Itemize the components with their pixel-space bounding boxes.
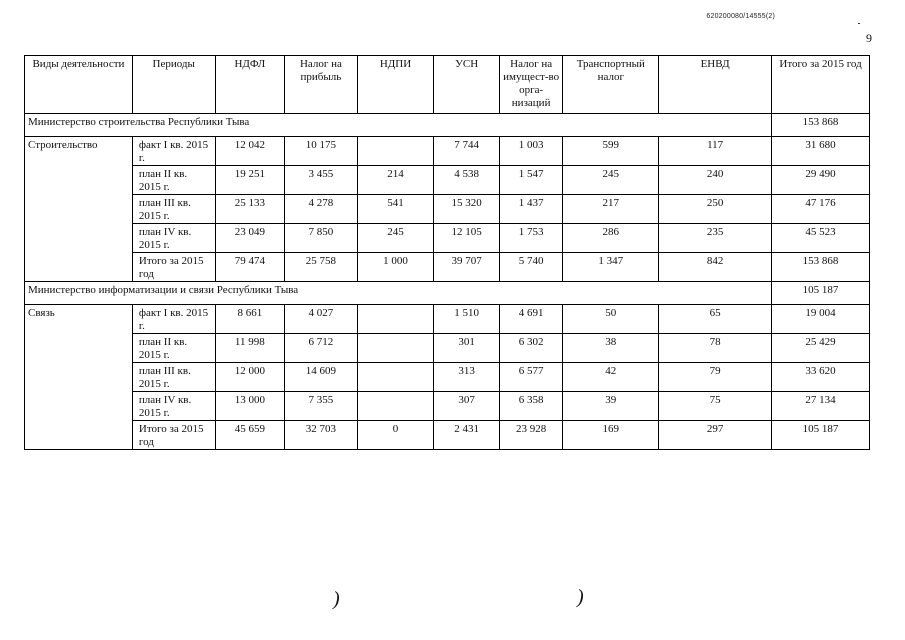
value-cell: 6 302 (499, 334, 563, 363)
value-cell: 117 (659, 137, 772, 166)
handwritten-mark-2: ) (577, 586, 584, 608)
value-cell: 0 (357, 421, 434, 450)
value-cell: 10 175 (285, 137, 358, 166)
value-cell: 541 (357, 195, 434, 224)
table-row (25, 334, 870, 363)
scan-dot (858, 23, 860, 24)
value-cell (357, 334, 434, 363)
ministry-total: 105 187 (772, 282, 870, 305)
period-cell: план IV кв. 2015 г. (132, 392, 215, 421)
header-ndfl: НДФЛ (215, 56, 285, 114)
value-cell: 25 758 (285, 253, 358, 282)
value-cell: 32 703 (285, 421, 358, 450)
tax-table (24, 55, 870, 450)
value-cell: 47 176 (772, 195, 870, 224)
value-cell (357, 305, 434, 334)
document-id: 620200080/14555(2) (706, 13, 775, 20)
value-cell: 245 (563, 166, 659, 195)
value-cell: 29 490 (772, 166, 870, 195)
value-cell (357, 137, 434, 166)
value-cell: 31 680 (772, 137, 870, 166)
header-ndpi: НДПИ (357, 56, 434, 114)
value-cell: 42 (563, 363, 659, 392)
value-cell: 245 (357, 224, 434, 253)
table-row (25, 224, 870, 253)
value-cell: 65 (659, 305, 772, 334)
value-cell: 7 850 (285, 224, 358, 253)
header-envd: ЕНВД (659, 56, 772, 114)
value-cell: 7 744 (434, 137, 500, 166)
value-cell: 11 998 (215, 334, 285, 363)
period-cell: план II кв. 2015 г. (132, 166, 215, 195)
table-row (25, 253, 870, 282)
page-number: 9 (866, 31, 872, 45)
value-cell: 39 (563, 392, 659, 421)
value-cell: 19 004 (772, 305, 870, 334)
value-cell: 75 (659, 392, 772, 421)
value-cell: 19 251 (215, 166, 285, 195)
period-cell: план II кв. 2015 г. (132, 334, 215, 363)
table-row (25, 137, 870, 166)
value-cell: 14 609 (285, 363, 358, 392)
value-cell: 79 (659, 363, 772, 392)
period-cell: Итого за 2015 год (132, 253, 215, 282)
value-cell: 27 134 (772, 392, 870, 421)
value-cell: 153 868 (772, 253, 870, 282)
period-cell: факт I кв. 2015 г. (132, 137, 215, 166)
value-cell: 214 (357, 166, 434, 195)
value-cell: 217 (563, 195, 659, 224)
value-cell: 250 (659, 195, 772, 224)
value-cell: 3 455 (285, 166, 358, 195)
value-cell: 45 523 (772, 224, 870, 253)
value-cell: 25 429 (772, 334, 870, 363)
value-cell: 6 577 (499, 363, 563, 392)
value-cell: 4 538 (434, 166, 500, 195)
value-cell: 33 620 (772, 363, 870, 392)
ministry-name: Министерство строительства Республики Тыва (25, 114, 772, 137)
value-cell: 7 355 (285, 392, 358, 421)
value-cell: 1 547 (499, 166, 563, 195)
value-cell: 240 (659, 166, 772, 195)
value-cell: 8 661 (215, 305, 285, 334)
value-cell: 12 042 (215, 137, 285, 166)
ministry-total: 153 868 (772, 114, 870, 137)
value-cell: 313 (434, 363, 500, 392)
value-cell: 105 187 (772, 421, 870, 450)
value-cell: 13 000 (215, 392, 285, 421)
value-cell: 50 (563, 305, 659, 334)
period-cell: Итого за 2015 год (132, 421, 215, 450)
value-cell: 169 (563, 421, 659, 450)
activity-name: Строительство (25, 137, 133, 282)
value-cell: 1 003 (499, 137, 563, 166)
ministry-row (25, 114, 870, 137)
value-cell: 286 (563, 224, 659, 253)
value-cell: 45 659 (215, 421, 285, 450)
value-cell: 297 (659, 421, 772, 450)
table-row (25, 392, 870, 421)
value-cell: 6 358 (499, 392, 563, 421)
value-cell: 301 (434, 334, 500, 363)
table-row (25, 195, 870, 224)
ministry-row (25, 282, 870, 305)
table-row (25, 421, 870, 450)
period-cell: план III кв. 2015 г. (132, 363, 215, 392)
value-cell: 1 000 (357, 253, 434, 282)
value-cell: 38 (563, 334, 659, 363)
header-property-tax: Налог на имущест-во орга-низаций (499, 56, 563, 114)
value-cell: 78 (659, 334, 772, 363)
value-cell: 842 (659, 253, 772, 282)
value-cell: 23 928 (499, 421, 563, 450)
header-total: Итого за 2015 год (772, 56, 870, 114)
value-cell: 599 (563, 137, 659, 166)
value-cell: 4 691 (499, 305, 563, 334)
period-cell: факт I кв. 2015 г. (132, 305, 215, 334)
value-cell: 235 (659, 224, 772, 253)
value-cell: 25 133 (215, 195, 285, 224)
value-cell: 15 320 (434, 195, 500, 224)
value-cell: 4 027 (285, 305, 358, 334)
value-cell: 1 753 (499, 224, 563, 253)
value-cell (357, 363, 434, 392)
value-cell: 12 105 (434, 224, 500, 253)
value-cell: 4 278 (285, 195, 358, 224)
handwritten-mark-1: ) (333, 588, 340, 610)
value-cell (357, 392, 434, 421)
table-row (25, 305, 870, 334)
value-cell: 1 347 (563, 253, 659, 282)
value-cell: 5 740 (499, 253, 563, 282)
period-cell: план IV кв. 2015 г. (132, 224, 215, 253)
header-row (25, 56, 870, 114)
value-cell: 2 431 (434, 421, 500, 450)
table-row (25, 166, 870, 195)
value-cell: 1 510 (434, 305, 500, 334)
header-usn: УСН (434, 56, 500, 114)
value-cell: 79 474 (215, 253, 285, 282)
value-cell: 23 049 (215, 224, 285, 253)
value-cell: 1 437 (499, 195, 563, 224)
table-row (25, 363, 870, 392)
value-cell: 6 712 (285, 334, 358, 363)
header-profit-tax: Налог на прибыль (285, 56, 358, 114)
value-cell: 307 (434, 392, 500, 421)
period-cell: план III кв. 2015 г. (132, 195, 215, 224)
activity-name: Связь (25, 305, 133, 450)
ministry-name: Министерство информатизации и связи Республики Тыва (25, 282, 772, 305)
header-activity: Виды деятельности (25, 56, 133, 114)
header-transport-tax: Транспортный налог (563, 56, 659, 114)
value-cell: 39 707 (434, 253, 500, 282)
header-period: Периоды (132, 56, 215, 114)
value-cell: 12 000 (215, 363, 285, 392)
